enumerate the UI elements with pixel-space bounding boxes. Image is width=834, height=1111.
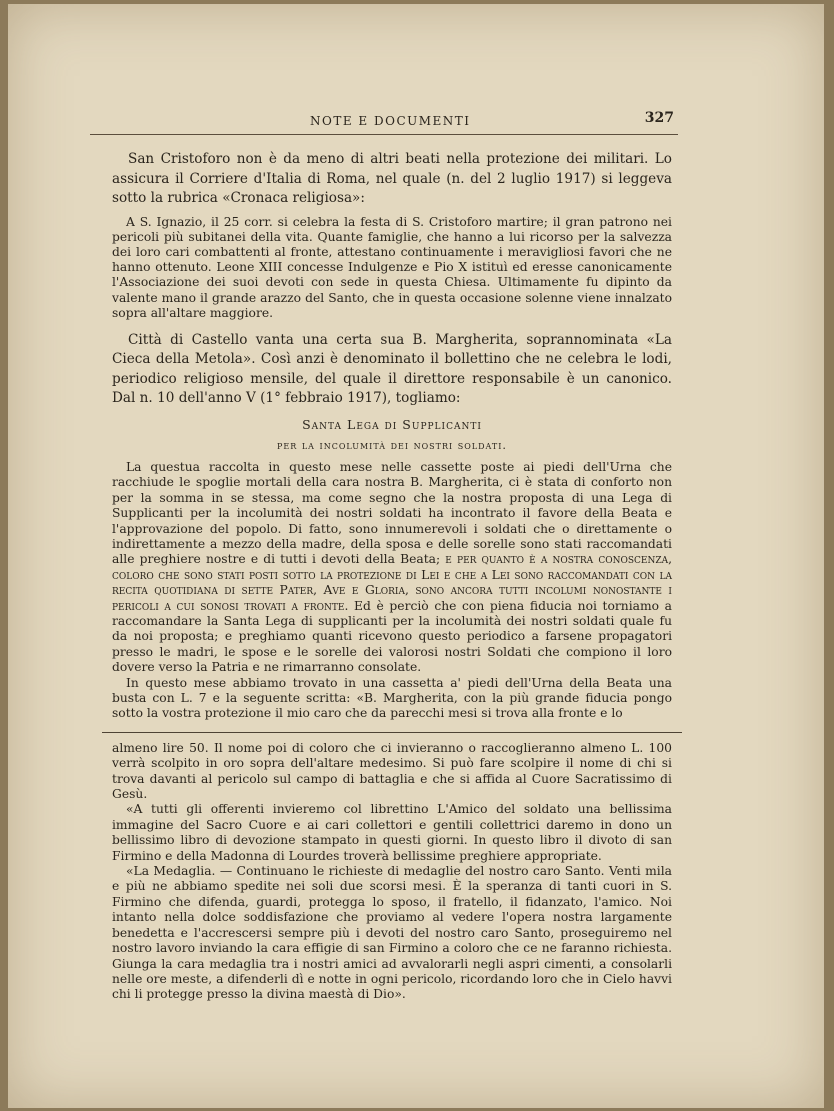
book-page bbox=[8, 4, 824, 1108]
page-header bbox=[90, 110, 678, 135]
paragraph-citta-di-castello: Città di Castello vanta una certa sua B. Margherita, soprannominata «La Cieca della Metola». Così anzi è denominato il bollettino che ne celebra le lodi, periodico religioso mensile, del quale il direttore responsabile è un canonico. Dal n. 10 dell'anno V (1° febbraio 1917), togliamo: bbox=[112, 331, 672, 407]
quote-santa-lega-part-c: In questo mese abbiamo trovato in una cassetta a' piedi dell'Urna della Beata una busta con L. 7 e la seguente scritta: «B. Margherita, con la più grande fiducia pongo sotto la vostra protezione il mio caro che da parecchi mesi si trova alla fronte e lo bbox=[112, 675, 672, 721]
section-subtitle: per la incolumità dei nostri soldati. bbox=[277, 439, 507, 453]
quote-santa-lega-caps: e per quanto è a nostra conoscenza, coloro che sono stati posti sotto la protezione di Lei e che a Lei sono raccomandati con la recita quotidiana di sette Pater, Ave e Gloria, sono ancora tutti incolumi nonostante i pericoli a cui sonosi trovati a fronte. bbox=[112, 552, 673, 613]
quote-corriere: A S. Ignazio, il 25 corr. si celebra la festa di S. Cristoforo martire; il gran patrono nei pericoli più subitanei della vita. Quante famiglie, che hanno a lui ricorso per la salvezza dei loro cari combattenti al fronte, attestano continuamente i meravigliosi favori che ne hanno ottenuto. Leone XIII concesse Indulgenze e Pio X istituì ed eresse canonicamente l'Associazione dei suoi devoti con sede in questa Chiesa. Ultimamente fu dipinto da valente mano il grande arazzo del Santo, che in questa occasione solenne viene innalzato sopra all'altare maggiore. bbox=[112, 214, 672, 320]
page-body bbox=[112, 150, 672, 1003]
quote-santa-lega bbox=[112, 460, 672, 722]
section-divider bbox=[102, 732, 682, 733]
quote-santa-lega-part-b: Ed è perciò che con piena fiducia noi torniamo a raccomandare la Santa Lega di supplicanti per la incolumità dei nostri soldati quale fu da noi proposta; e preghiamo quanti ricevono questo periodico a farsene propagatori presso le madri, le spose e le sorelle dei valorosi nostri Soldati che compiono il loro dovere verso la Patria e ne rimarranno consolate. bbox=[112, 598, 672, 675]
paragraph-san-cristoforo: San Cristoforo non è da meno di altri beati nella protezione dei militari. Lo assicura il Corriere d'Italia di Roma, nel quale (n. del 2 luglio 1917) si leggeva sotto la rubrica «Cronaca religiosa»: bbox=[112, 151, 672, 206]
quote-san-firmino-part-b: «A tutti gli offerenti invieremo col librettino L'Amico del soldato una bellissima immagine del Sacro Cuore e ai cari collettori e gentili collettrici daremo in dono un bellissimo libro di devozione stampato in questi giorni. In questo libro il divoto di san Firmino e della Madonna di Lourdes troverà bellissime preghiere appropriate. bbox=[112, 802, 672, 863]
quote-san-firmino-part-a: almeno lire 50. Il nome poi di coloro che ci invieranno o raccoglieranno almeno L. 100 verrà scolpito in oro sopra dell'altare medesimo. Si può fare scolpire il nome di chi si trova davanti al pericolo sul campo di battaglia e che si affida al Cuore Sacratissimo di Gesù. bbox=[112, 740, 672, 802]
quote-santa-lega-part-a: La questua raccolta in questo mese nelle cassette poste ai piedi dell'Urna che racchiude le spoglie mortali della cara nostra B. Margherita, ci è stata di conforto non per la somma in se stessa, ma come segno che la nostra proposta di una Lega di Supplicanti per la incolumità dei nostri soldati ha incontrato il favore della Beata e l'approvazione del popolo. Di fatto, sono innumerevoli i soldati che o direttamente o indirettamente a mezzo della madre, della sposa e delle sorelle sono stati raccomandati alle preghiere nostre e di tutti i devoti della Beata; bbox=[112, 459, 672, 567]
page-number: 327 bbox=[644, 110, 674, 126]
running-title: NOTE E DOCUMENTI bbox=[310, 114, 471, 128]
section-title: Santa Lega di Supplicanti bbox=[302, 416, 482, 432]
quote-san-firmino bbox=[112, 741, 672, 1003]
quote-san-firmino-part-c: «La Medaglia. — Continuano le richieste di medaglie del nostro caro Santo. Venti mila e più ne abbiamo spedite nei soli due scorsi mesi. È la speranza di tanti cuori in S. Firmino che difenda, guardi, protegga lo sposo, il fratello, il fidanzato, l'amico. Noi intanto nella dolce soddisfazione che proviamo al vedere l'opera nostra largamente benedetta e l'accrescersi sempre più i devoti del nostro caro Santo, proseguiremo nel nostro lavoro inviando la cara effigie di san Firmino a coloro che ce ne faranno richiesta. Giunga la cara medaglia tra i nostri amici ad avvalorarli negli aspri cimenti, a consolarli nelle ore meste, a difenderli dì e notte in ogni pericolo, ricordando loro che in Cielo havvi chi li protegge presso la divina maestà di Dio». bbox=[112, 864, 672, 1002]
